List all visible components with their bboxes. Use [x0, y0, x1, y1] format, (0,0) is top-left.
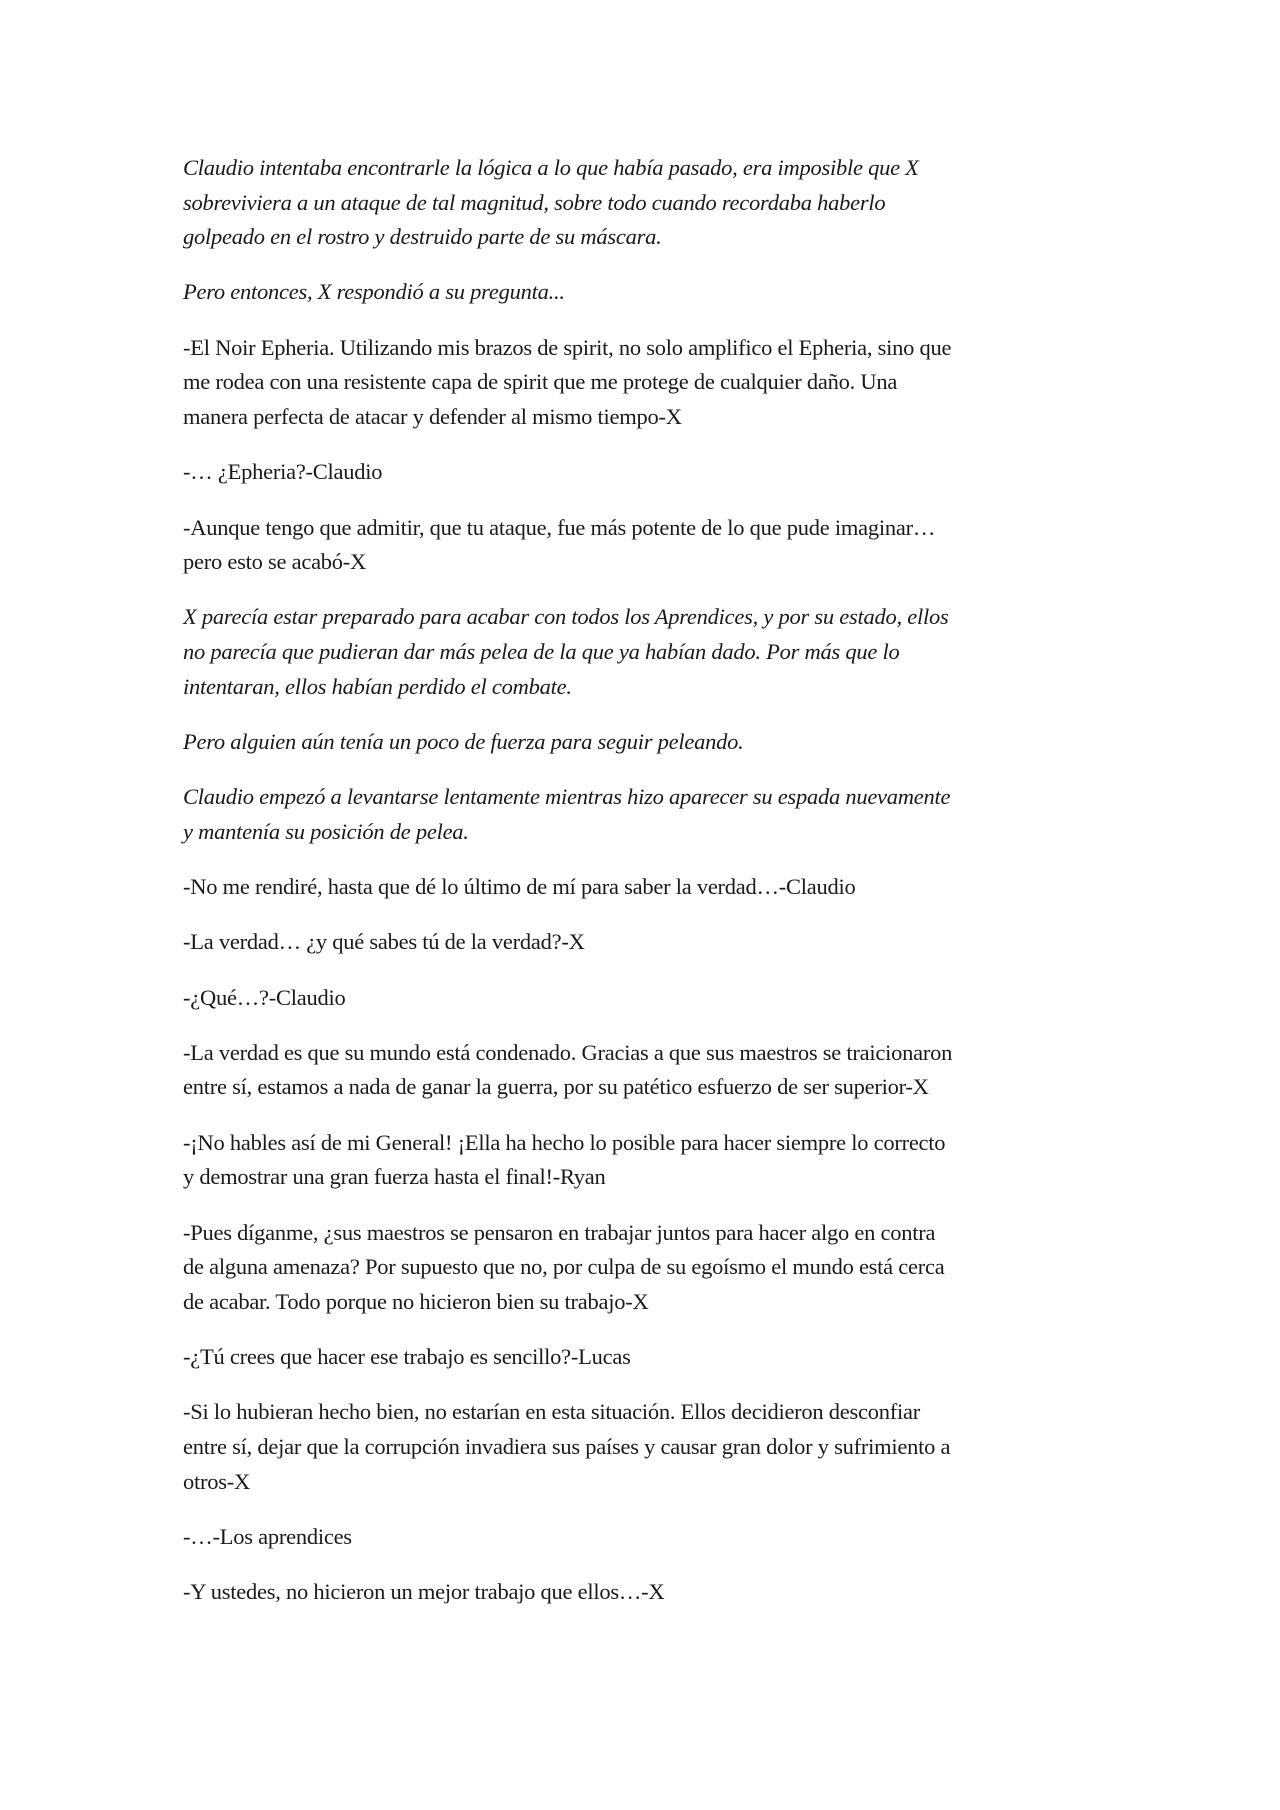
narration-paragraph — [183, 780, 1113, 849]
document-body — [183, 151, 1113, 1630]
dialogue-paragraph — [183, 1575, 1113, 1610]
text-line: -… ¿Epheria?-Claudio — [183, 459, 383, 485]
text-line: -…-Los aprendices — [183, 1523, 352, 1549]
dialogue-paragraph — [183, 925, 1113, 960]
dialogue-paragraph — [183, 981, 1113, 1016]
dialogue-paragraph — [183, 455, 1113, 490]
text-line: -Pues díganme, ¿sus maestros se pensaron en trabajar juntos para hacer algo en contra — [183, 1219, 936, 1245]
text-line: Pero alguien aún tenía un poco de fuerza para seguir peleando. — [183, 728, 744, 754]
text-line: -La verdad… ¿y qué sabes tú de la verdad?-X — [183, 929, 585, 955]
text-line: -¿Tú crees que hacer ese trabajo es sencillo?-Lucas — [183, 1344, 631, 1370]
text-line: no parecía que pudieran dar más pelea de la que ya habían dado. Por más que lo — [183, 638, 900, 664]
dialogue-paragraph — [183, 1520, 1113, 1555]
dialogue-paragraph — [183, 511, 1113, 580]
narration-paragraph — [183, 275, 1113, 310]
text-line: Pero entonces, X respondió a su pregunta... — [183, 279, 565, 305]
text-line: de alguna amenaza? Por supuesto que no, por culpa de su egoísmo el mundo está cerca — [183, 1254, 945, 1280]
text-line: entre sí, dejar que la corrupción invadiera sus países y causar gran dolor y sufrimiento a — [183, 1433, 951, 1459]
narration-paragraph — [183, 151, 1113, 255]
dialogue-paragraph — [183, 870, 1113, 905]
text-line: -No me rendiré, hasta que dé lo último de mí para saber la verdad…-Claudio — [183, 874, 856, 899]
dialogue-paragraph — [183, 1340, 1113, 1375]
text-line: -¡No hables así de mi General! ¡Ella ha hecho lo posible para hacer siempre lo correcto — [183, 1129, 946, 1155]
dialogue-paragraph — [183, 331, 1113, 435]
text-line: -Si lo hubieran hecho bien, no estarían en esta situación. Ellos decidieron desconfiar — [183, 1399, 921, 1425]
text-line: me rodea con una resistente capa de spirit que me protege de cualquier daño. Una — [183, 369, 898, 395]
text-line: y mantenía su posición de pelea. — [183, 818, 469, 844]
text-line: golpeado en el rostro y destruido parte de su máscara. — [183, 224, 662, 250]
text-line: y demostrar una gran fuerza hasta el final!-Ryan — [183, 1164, 606, 1190]
text-line: manera perfecta de atacar y defender al mismo tiempo-X — [183, 403, 682, 429]
dialogue-paragraph — [183, 1216, 1113, 1320]
text-line: sobreviviera a un ataque de tal magnitud, sobre todo cuando recordaba haberlo — [183, 189, 886, 215]
narration-paragraph — [183, 725, 1113, 760]
text-line: otros-X — [183, 1468, 250, 1494]
text-line: -¿Qué…?-Claudio — [183, 984, 346, 1010]
dialogue-paragraph — [183, 1036, 1113, 1105]
text-line: -La verdad es que su mundo está condenado. Gracias a que sus maestros se traicionaron — [183, 1039, 953, 1065]
text-line: Claudio empezó a levantarse lentamente mientras hizo aparecer su espada nuevamente — [183, 784, 951, 810]
text-line: -El Noir Epheria. Utilizando mis brazos de spirit, no solo amplifico el Epheria, sino que — [183, 334, 952, 360]
text-line: -Y ustedes, no hicieron un mejor trabajo que ellos…-X — [183, 1579, 665, 1605]
narration-paragraph — [183, 600, 1113, 704]
text-line: pero esto se acabó-X — [183, 549, 367, 575]
text-line: intentaran, ellos habían perdido el combate. — [183, 673, 572, 699]
text-line: X parecía estar preparado para acabar con todos los Aprendices, y por su estado, ellos — [183, 604, 949, 630]
dialogue-paragraph — [183, 1126, 1113, 1195]
text-line: entre sí, estamos a nada de ganar la guerra, por su patético esfuerzo de ser superior-X — [183, 1074, 929, 1100]
text-line: de acabar. Todo porque no hicieron bien su trabajo-X — [183, 1288, 649, 1314]
text-line: Claudio intentaba encontrarle la lógica a lo que había pasado, era imposible que X — [183, 155, 919, 180]
dialogue-paragraph — [183, 1395, 1113, 1499]
text-line: -Aunque tengo que admitir, que tu ataque, fue más potente de lo que pude imaginar… — [183, 514, 936, 540]
